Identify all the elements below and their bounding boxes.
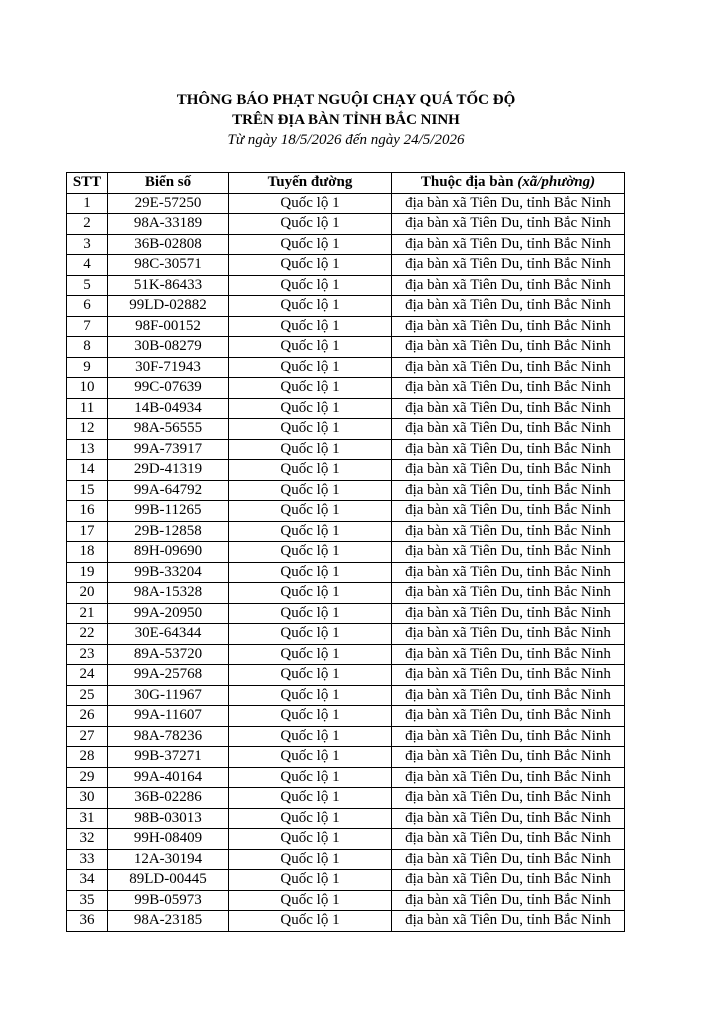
table-row <box>67 849 625 870</box>
cell-plate: 29D-41319 <box>108 460 229 481</box>
table-row <box>67 788 625 809</box>
cell-road: Quốc lộ 1 <box>229 193 392 214</box>
cell-plate: 89LD-00445 <box>108 870 229 891</box>
table-row <box>67 562 625 583</box>
cell-plate: 36B-02808 <box>108 234 229 255</box>
table-body <box>67 193 625 931</box>
cell-plate: 14B-04934 <box>108 398 229 419</box>
cell-area: địa bàn xã Tiên Du, tỉnh Bắc Ninh <box>392 460 625 481</box>
cell-road: Quốc lộ 1 <box>229 911 392 932</box>
cell-plate: 36B-02286 <box>108 788 229 809</box>
cell-road: Quốc lộ 1 <box>229 624 392 645</box>
cell-road: Quốc lộ 1 <box>229 726 392 747</box>
table-row <box>67 501 625 522</box>
cell-stt: 31 <box>67 808 108 829</box>
cell-road: Quốc lộ 1 <box>229 870 392 891</box>
title-line-1: THÔNG BÁO PHẠT NGUỘI CHẠY QUÁ TỐC ĐỘ <box>176 92 516 108</box>
table-row <box>67 193 625 214</box>
cell-plate: 29E-57250 <box>108 193 229 214</box>
header-area-note: (xã/phường) <box>517 174 596 191</box>
cell-road: Quốc lộ 1 <box>229 665 392 686</box>
cell-area: địa bàn xã Tiên Du, tỉnh Bắc Ninh <box>392 501 625 522</box>
cell-road: Quốc lộ 1 <box>229 357 392 378</box>
cell-area: địa bàn xã Tiên Du, tỉnh Bắc Ninh <box>392 521 625 542</box>
cell-road: Quốc lộ 1 <box>229 747 392 768</box>
cell-stt: 22 <box>67 624 108 645</box>
cell-road: Quốc lộ 1 <box>229 378 392 399</box>
cell-stt: 1 <box>67 193 108 214</box>
cell-plate: 99C-07639 <box>108 378 229 399</box>
cell-area: địa bàn xã Tiên Du, tỉnh Bắc Ninh <box>392 706 625 727</box>
cell-road: Quốc lộ 1 <box>229 398 392 419</box>
cell-stt: 34 <box>67 870 108 891</box>
table-row <box>67 357 625 378</box>
table-row <box>67 460 625 481</box>
cell-area: địa bàn xã Tiên Du, tỉnh Bắc Ninh <box>392 726 625 747</box>
table-row <box>67 214 625 235</box>
cell-stt: 8 <box>67 337 108 358</box>
cell-plate: 30E-64344 <box>108 624 229 645</box>
table-row <box>67 808 625 829</box>
cell-road: Quốc lộ 1 <box>229 706 392 727</box>
cell-plate: 98C-30571 <box>108 255 229 276</box>
header-road: Tuyến đường <box>229 173 392 194</box>
cell-plate: 98A-15328 <box>108 583 229 604</box>
cell-road: Quốc lộ 1 <box>229 521 392 542</box>
cell-area: địa bàn xã Tiên Du, tỉnh Bắc Ninh <box>392 644 625 665</box>
cell-area: địa bàn xã Tiên Du, tỉnh Bắc Ninh <box>392 685 625 706</box>
cell-road: Quốc lộ 1 <box>229 562 392 583</box>
cell-plate: 98A-23185 <box>108 911 229 932</box>
table-row <box>67 521 625 542</box>
table-row <box>67 542 625 563</box>
cell-plate: 30F-71943 <box>108 357 229 378</box>
cell-road: Quốc lộ 1 <box>229 501 392 522</box>
cell-stt: 7 <box>67 316 108 337</box>
cell-area: địa bàn xã Tiên Du, tỉnh Bắc Ninh <box>392 214 625 235</box>
cell-stt: 3 <box>67 234 108 255</box>
cell-plate: 99A-73917 <box>108 439 229 460</box>
cell-road: Quốc lộ 1 <box>229 829 392 850</box>
header-area-label: Thuộc địa bàn <box>420 174 518 191</box>
cell-stt: 28 <box>67 747 108 768</box>
cell-plate: 99A-25768 <box>108 665 229 686</box>
cell-area: địa bàn xã Tiên Du, tỉnh Bắc Ninh <box>392 542 625 563</box>
cell-stt: 24 <box>67 665 108 686</box>
table-row <box>67 767 625 788</box>
cell-stt: 15 <box>67 480 108 501</box>
cell-stt: 36 <box>67 911 108 932</box>
cell-road: Quốc lộ 1 <box>229 337 392 358</box>
cell-stt: 12 <box>67 419 108 440</box>
cell-road: Quốc lộ 1 <box>229 275 392 296</box>
cell-area: địa bàn xã Tiên Du, tỉnh Bắc Ninh <box>392 378 625 399</box>
cell-plate: 89H-09690 <box>108 542 229 563</box>
cell-road: Quốc lộ 1 <box>229 419 392 440</box>
cell-stt: 20 <box>67 583 108 604</box>
cell-area: địa bàn xã Tiên Du, tỉnh Bắc Ninh <box>392 296 625 317</box>
date-range: Từ ngày 18/5/2026 đến ngày 24/5/2026 <box>227 132 465 148</box>
cell-plate: 98F-00152 <box>108 316 229 337</box>
cell-plate: 99A-20950 <box>108 603 229 624</box>
cell-road: Quốc lộ 1 <box>229 767 392 788</box>
cell-road: Quốc lộ 1 <box>229 460 392 481</box>
cell-area: địa bàn xã Tiên Du, tỉnh Bắc Ninh <box>392 419 625 440</box>
cell-stt: 5 <box>67 275 108 296</box>
cell-plate: 29B-12858 <box>108 521 229 542</box>
cell-plate: 99H-08409 <box>108 829 229 850</box>
header-plate: Biển số <box>108 173 229 194</box>
cell-stt: 6 <box>67 296 108 317</box>
cell-stt: 30 <box>67 788 108 809</box>
table-row <box>67 726 625 747</box>
cell-stt: 18 <box>67 542 108 563</box>
table-row <box>67 337 625 358</box>
cell-stt: 10 <box>67 378 108 399</box>
cell-stt: 4 <box>67 255 108 276</box>
table-row <box>67 706 625 727</box>
cell-road: Quốc lộ 1 <box>229 214 392 235</box>
table-row <box>67 665 625 686</box>
cell-area: địa bàn xã Tiên Du, tỉnh Bắc Ninh <box>392 767 625 788</box>
cell-plate: 98B-03013 <box>108 808 229 829</box>
table-row <box>67 829 625 850</box>
cell-area: địa bàn xã Tiên Du, tỉnh Bắc Ninh <box>392 808 625 829</box>
cell-stt: 2 <box>67 214 108 235</box>
cell-plate: 99A-40164 <box>108 767 229 788</box>
cell-road: Quốc lộ 1 <box>229 788 392 809</box>
cell-road: Quốc lộ 1 <box>229 890 392 911</box>
cell-stt: 14 <box>67 460 108 481</box>
cell-road: Quốc lộ 1 <box>229 542 392 563</box>
cell-plate: 89A-53720 <box>108 644 229 665</box>
cell-area: địa bàn xã Tiên Du, tỉnh Bắc Ninh <box>392 911 625 932</box>
cell-area: địa bàn xã Tiên Du, tỉnh Bắc Ninh <box>392 255 625 276</box>
cell-area: địa bàn xã Tiên Du, tỉnh Bắc Ninh <box>392 665 625 686</box>
table-row <box>67 255 625 276</box>
cell-area: địa bàn xã Tiên Du, tỉnh Bắc Ninh <box>392 603 625 624</box>
cell-area: địa bàn xã Tiên Du, tỉnh Bắc Ninh <box>392 624 625 645</box>
table-row <box>67 870 625 891</box>
cell-area: địa bàn xã Tiên Du, tỉnh Bắc Ninh <box>392 788 625 809</box>
cell-stt: 32 <box>67 829 108 850</box>
violation-table <box>66 172 625 932</box>
cell-road: Quốc lộ 1 <box>229 603 392 624</box>
cell-area: địa bàn xã Tiên Du, tỉnh Bắc Ninh <box>392 480 625 501</box>
document-header <box>0 90 692 150</box>
table-row <box>67 419 625 440</box>
cell-area: địa bàn xã Tiên Du, tỉnh Bắc Ninh <box>392 747 625 768</box>
cell-stt: 29 <box>67 767 108 788</box>
table-row <box>67 234 625 255</box>
table-row <box>67 890 625 911</box>
cell-area: địa bàn xã Tiên Du, tỉnh Bắc Ninh <box>392 829 625 850</box>
cell-road: Quốc lộ 1 <box>229 439 392 460</box>
cell-area: địa bàn xã Tiên Du, tỉnh Bắc Ninh <box>392 562 625 583</box>
cell-area: địa bàn xã Tiên Du, tỉnh Bắc Ninh <box>392 234 625 255</box>
cell-plate: 30G-11967 <box>108 685 229 706</box>
cell-road: Quốc lộ 1 <box>229 296 392 317</box>
cell-plate: 99A-64792 <box>108 480 229 501</box>
table-header-row <box>67 173 625 194</box>
cell-stt: 13 <box>67 439 108 460</box>
cell-plate: 12A-30194 <box>108 849 229 870</box>
cell-stt: 33 <box>67 849 108 870</box>
table-row <box>67 644 625 665</box>
table-row <box>67 911 625 932</box>
table-row <box>67 747 625 768</box>
cell-stt: 35 <box>67 890 108 911</box>
cell-area: địa bàn xã Tiên Du, tỉnh Bắc Ninh <box>392 583 625 604</box>
cell-stt: 19 <box>67 562 108 583</box>
cell-plate: 99B-11265 <box>108 501 229 522</box>
table-row <box>67 624 625 645</box>
table-row <box>67 685 625 706</box>
cell-road: Quốc lộ 1 <box>229 583 392 604</box>
cell-plate: 98A-56555 <box>108 419 229 440</box>
cell-area: địa bàn xã Tiên Du, tỉnh Bắc Ninh <box>392 890 625 911</box>
cell-road: Quốc lộ 1 <box>229 255 392 276</box>
cell-area: địa bàn xã Tiên Du, tỉnh Bắc Ninh <box>392 439 625 460</box>
cell-stt: 16 <box>67 501 108 522</box>
cell-area: địa bàn xã Tiên Du, tỉnh Bắc Ninh <box>392 316 625 337</box>
cell-area: địa bàn xã Tiên Du, tỉnh Bắc Ninh <box>392 398 625 419</box>
cell-stt: 21 <box>67 603 108 624</box>
cell-road: Quốc lộ 1 <box>229 808 392 829</box>
cell-stt: 9 <box>67 357 108 378</box>
table-row <box>67 439 625 460</box>
table-row <box>67 316 625 337</box>
cell-plate: 99LD-02882 <box>108 296 229 317</box>
cell-stt: 25 <box>67 685 108 706</box>
table-row <box>67 296 625 317</box>
cell-road: Quốc lộ 1 <box>229 316 392 337</box>
title-line-2: TRÊN ĐỊA BÀN TỈNH BẮC NINH <box>232 112 460 128</box>
cell-road: Quốc lộ 1 <box>229 234 392 255</box>
cell-area: địa bàn xã Tiên Du, tỉnh Bắc Ninh <box>392 849 625 870</box>
cell-stt: 27 <box>67 726 108 747</box>
cell-road: Quốc lộ 1 <box>229 480 392 501</box>
cell-area: địa bàn xã Tiên Du, tỉnh Bắc Ninh <box>392 193 625 214</box>
table-row <box>67 398 625 419</box>
cell-area: địa bàn xã Tiên Du, tỉnh Bắc Ninh <box>392 337 625 358</box>
cell-road: Quốc lộ 1 <box>229 685 392 706</box>
cell-area: địa bàn xã Tiên Du, tỉnh Bắc Ninh <box>392 275 625 296</box>
cell-road: Quốc lộ 1 <box>229 849 392 870</box>
cell-area: địa bàn xã Tiên Du, tỉnh Bắc Ninh <box>392 357 625 378</box>
cell-stt: 23 <box>67 644 108 665</box>
cell-stt: 17 <box>67 521 108 542</box>
header-stt: STT <box>67 173 108 194</box>
cell-plate: 99B-33204 <box>108 562 229 583</box>
table-row <box>67 378 625 399</box>
table-row <box>67 583 625 604</box>
table-row <box>67 603 625 624</box>
cell-plate: 99B-05973 <box>108 890 229 911</box>
header-area <box>392 173 625 194</box>
cell-road: Quốc lộ 1 <box>229 644 392 665</box>
cell-plate: 99A-11607 <box>108 706 229 727</box>
cell-area: địa bàn xã Tiên Du, tỉnh Bắc Ninh <box>392 870 625 891</box>
cell-stt: 11 <box>67 398 108 419</box>
cell-plate: 98A-78236 <box>108 726 229 747</box>
cell-plate: 51K-86433 <box>108 275 229 296</box>
cell-plate: 30B-08279 <box>108 337 229 358</box>
cell-plate: 98A-33189 <box>108 214 229 235</box>
table-row <box>67 480 625 501</box>
table-row <box>67 275 625 296</box>
cell-plate: 99B-37271 <box>108 747 229 768</box>
cell-stt: 26 <box>67 706 108 727</box>
